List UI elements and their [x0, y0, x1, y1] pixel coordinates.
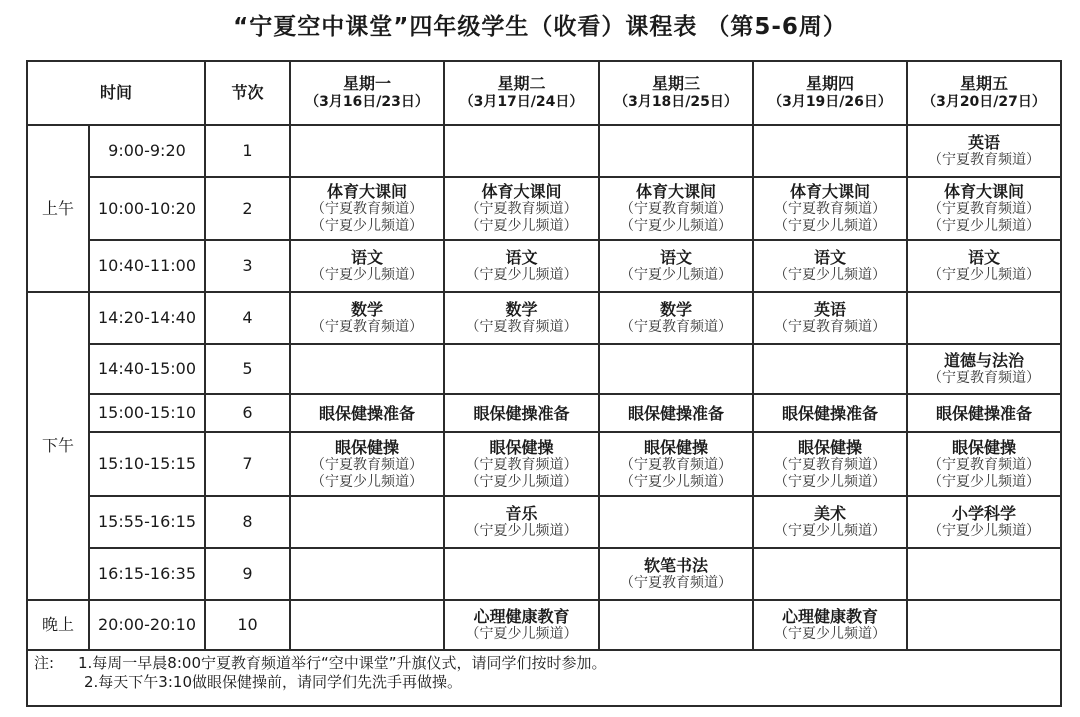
- course-cell: [290, 344, 444, 394]
- day-header-tue: [444, 61, 599, 125]
- course-subject: 音乐: [505, 504, 538, 523]
- course-channel: （宁夏少儿频道）: [928, 523, 1040, 539]
- course-cell: [907, 432, 1061, 496]
- schedule-row: [27, 125, 1061, 177]
- day-dates: （3月16日/23日）: [305, 94, 429, 110]
- course-cell: [290, 240, 444, 292]
- course-cell: [290, 600, 444, 650]
- course-cell: [753, 496, 907, 548]
- day-name: 星期二: [497, 74, 546, 93]
- course-cell: [599, 344, 753, 394]
- course-channel: （宁夏教育频道）: [465, 201, 578, 217]
- course-cell: [444, 344, 599, 394]
- day-dates: （3月18日/25日）: [614, 94, 738, 110]
- course-subject: 英语: [813, 300, 846, 319]
- course-channel: （宁夏少儿频道）: [311, 267, 423, 283]
- note-line-1: [34, 654, 1060, 673]
- course-channel: （宁夏少儿频道）: [465, 218, 578, 234]
- schedule-row: [27, 496, 1061, 548]
- schedule-row: [27, 292, 1061, 344]
- course-cell: [599, 600, 753, 650]
- course-cell: [599, 125, 753, 177]
- note-text: 2.每天下午3:10做眼保健操前，请同学们先洗手再做操。: [84, 673, 462, 691]
- course-cell: [907, 344, 1061, 394]
- course-subject: 体育大课间: [326, 182, 407, 201]
- day-name: 星期一: [342, 74, 391, 93]
- course-cell: [907, 496, 1061, 548]
- course-channel: （宁夏教育频道）: [465, 456, 578, 473]
- period-cell: 6: [205, 394, 290, 432]
- course-channel: （宁夏教育频道）: [620, 456, 732, 473]
- course-cell: [753, 394, 907, 432]
- period-cell: 1: [205, 125, 290, 177]
- time-cell: 16:15-16:35: [89, 548, 205, 600]
- course-cell: [753, 432, 907, 496]
- header-row: [27, 61, 1061, 125]
- period-cell: 9: [205, 548, 290, 600]
- period-cell: 7: [205, 432, 290, 496]
- course-channel: （宁夏少儿频道）: [311, 473, 423, 490]
- time-cell: 10:00-10:20: [89, 177, 205, 240]
- course-subject: 体育大课间: [943, 182, 1024, 201]
- course-channel: （宁夏教育频道）: [311, 319, 423, 335]
- course-subject: 心理健康教育: [473, 607, 570, 626]
- course-subject: 数学: [350, 300, 383, 319]
- course-channel: （宁夏教育频道）: [774, 456, 886, 473]
- course-subject: 体育大课间: [481, 182, 562, 201]
- course-cell: [444, 125, 599, 177]
- day-header-wed: [599, 61, 753, 125]
- time-cell: 15:55-16:15: [89, 496, 205, 548]
- course-subject: 眼保健操: [334, 437, 399, 457]
- course-cell: [444, 600, 599, 650]
- course-subject: 眼保健操准备: [627, 403, 724, 423]
- note-line-2: [34, 673, 1060, 692]
- course-channel: （宁夏少儿频道）: [465, 523, 578, 539]
- course-subject: 眼保健操准备: [781, 403, 878, 423]
- segment-label: 下午: [27, 292, 89, 600]
- course-cell: [753, 344, 907, 394]
- course-subject: 眼保健操准备: [318, 403, 415, 423]
- period-cell: 2: [205, 177, 290, 240]
- course-subject: 数学: [659, 300, 692, 319]
- course-cell: [444, 292, 599, 344]
- course-cell: [753, 600, 907, 650]
- course-channel: （宁夏少儿频道）: [928, 267, 1040, 283]
- time-cell: 15:00-15:10: [89, 394, 205, 432]
- course-channel: （宁夏教育频道）: [620, 319, 732, 335]
- period-header: 节次: [205, 61, 290, 125]
- time-cell: 10:40-11:00: [89, 240, 205, 292]
- course-channel: （宁夏少儿频道）: [620, 218, 732, 234]
- course-subject: 小学科学: [951, 504, 1016, 523]
- course-channel: （宁夏教育频道）: [928, 201, 1040, 217]
- time-cell: 14:20-14:40: [89, 292, 205, 344]
- course-subject: 心理健康教育: [781, 607, 878, 626]
- course-cell: [599, 496, 753, 548]
- course-cell: [290, 432, 444, 496]
- course-channel: （宁夏少儿频道）: [774, 523, 886, 539]
- course-subject: 语文: [813, 248, 846, 267]
- course-cell: [290, 125, 444, 177]
- period-cell: 5: [205, 344, 290, 394]
- course-cell: [599, 432, 753, 496]
- course-channel: （宁夏少儿频道）: [311, 218, 423, 234]
- course-cell: [290, 548, 444, 600]
- time-cell: 14:40-15:00: [89, 344, 205, 394]
- course-cell: [753, 240, 907, 292]
- course-channel: （宁夏少儿频道）: [620, 473, 732, 490]
- course-subject: 道德与法治: [943, 351, 1024, 370]
- course-subject: 眼保健操: [951, 437, 1016, 457]
- time-header: 时间: [27, 61, 205, 125]
- course-channel: （宁夏教育频道）: [774, 201, 886, 217]
- page-title: “宁夏空中课堂”四年级学生（收看）课程表 （第5-6周）: [233, 14, 847, 40]
- notes-label: 注:: [34, 654, 55, 672]
- day-header-fri: [907, 61, 1061, 125]
- course-channel: （宁夏教育频道）: [311, 201, 423, 217]
- period-cell: 10: [205, 600, 290, 650]
- course-subject: 眼保健操: [489, 437, 554, 457]
- course-cell: [290, 496, 444, 548]
- course-channel: （宁夏少儿频道）: [465, 267, 578, 283]
- course-cell: [290, 292, 444, 344]
- course-cell: [290, 394, 444, 432]
- schedule-row: [27, 548, 1061, 600]
- day-dates: （3月19日/26日）: [768, 94, 892, 110]
- schedule-row: [27, 432, 1061, 496]
- course-cell: [444, 240, 599, 292]
- course-channel: （宁夏少儿频道）: [465, 473, 578, 490]
- time-cell: 9:00-9:20: [89, 125, 205, 177]
- course-cell: [753, 177, 907, 240]
- course-subject: 眼保健操准备: [935, 403, 1032, 423]
- course-cell: [444, 394, 599, 432]
- period-cell: 4: [205, 292, 290, 344]
- course-channel: （宁夏教育频道）: [311, 456, 423, 473]
- course-channel: （宁夏教育频道）: [928, 456, 1040, 473]
- course-subject: 语文: [659, 248, 692, 267]
- course-cell: [753, 292, 907, 344]
- schedule-row: [27, 344, 1061, 394]
- period-cell: 3: [205, 240, 290, 292]
- course-channel: （宁夏少儿频道）: [620, 267, 732, 283]
- course-cell: [907, 177, 1061, 240]
- course-channel: （宁夏教育频道）: [928, 370, 1040, 386]
- schedule-table: [26, 60, 1062, 707]
- notes: [27, 650, 1061, 706]
- schedule-row: [27, 240, 1061, 292]
- course-cell: [444, 548, 599, 600]
- course-subject: 软笔书法: [643, 556, 708, 575]
- course-subject: 语文: [505, 248, 538, 267]
- course-cell: [907, 394, 1061, 432]
- period-cell: 8: [205, 496, 290, 548]
- course-channel: （宁夏教育频道）: [465, 319, 578, 335]
- schedule-row: [27, 394, 1061, 432]
- course-cell: [599, 240, 753, 292]
- day-dates: （3月17日/24日）: [459, 94, 584, 110]
- schedule-row: [27, 177, 1061, 240]
- course-subject: 体育大课间: [635, 182, 716, 201]
- note-text: 1.每周一早晨8:00宁夏教育频道举行“空中课堂”升旗仪式，请同学们按时参加。: [78, 654, 607, 672]
- course-cell: [599, 177, 753, 240]
- segment-label: 上午: [27, 125, 89, 292]
- course-cell: [444, 432, 599, 496]
- day-header-thu: [753, 61, 907, 125]
- day-name: 星期三: [651, 74, 700, 93]
- course-subject: 眼保健操准备: [473, 403, 570, 423]
- notes-row: [27, 650, 1061, 706]
- course-channel: （宁夏少儿频道）: [774, 473, 886, 490]
- schedule-row: [27, 600, 1061, 650]
- course-subject: 数学: [505, 300, 538, 319]
- course-channel: （宁夏少儿频道）: [928, 218, 1040, 234]
- course-channel: （宁夏教育频道）: [774, 319, 886, 335]
- course-cell: [599, 548, 753, 600]
- course-channel: （宁夏少儿频道）: [774, 626, 886, 642]
- course-cell: [907, 600, 1061, 650]
- day-header-mon: [290, 61, 444, 125]
- course-cell: [753, 548, 907, 600]
- course-subject: 眼保健操: [797, 437, 862, 457]
- course-cell: [599, 292, 753, 344]
- course-cell: [907, 125, 1061, 177]
- course-subject: 语文: [350, 248, 383, 267]
- day-name: 星期五: [959, 74, 1008, 93]
- course-channel: （宁夏少儿频道）: [774, 218, 886, 234]
- course-cell: [753, 125, 907, 177]
- day-dates: （3月20日/27日）: [922, 94, 1046, 110]
- time-cell: 20:00-20:10: [89, 600, 205, 650]
- course-cell: [290, 177, 444, 240]
- course-cell: [444, 177, 599, 240]
- course-channel: （宁夏少儿频道）: [928, 473, 1040, 490]
- course-subject: 体育大课间: [789, 182, 870, 201]
- course-cell: [907, 548, 1061, 600]
- course-channel: （宁夏教育频道）: [620, 575, 732, 591]
- course-cell: [907, 240, 1061, 292]
- course-cell: [599, 394, 753, 432]
- segment-label: 晚上: [27, 600, 89, 650]
- course-channel: （宁夏少儿频道）: [774, 267, 886, 283]
- course-cell: [444, 496, 599, 548]
- course-channel: （宁夏教育频道）: [620, 201, 732, 217]
- course-subject: 眼保健操: [643, 437, 708, 457]
- course-subject: 英语: [967, 133, 1000, 152]
- time-cell: 15:10-15:15: [89, 432, 205, 496]
- day-name: 星期四: [805, 74, 854, 93]
- course-cell: [907, 292, 1061, 344]
- course-channel: （宁夏教育频道）: [928, 152, 1040, 168]
- course-channel: （宁夏少儿频道）: [465, 626, 578, 642]
- course-subject: 语文: [967, 248, 1000, 267]
- course-subject: 美术: [813, 504, 846, 523]
